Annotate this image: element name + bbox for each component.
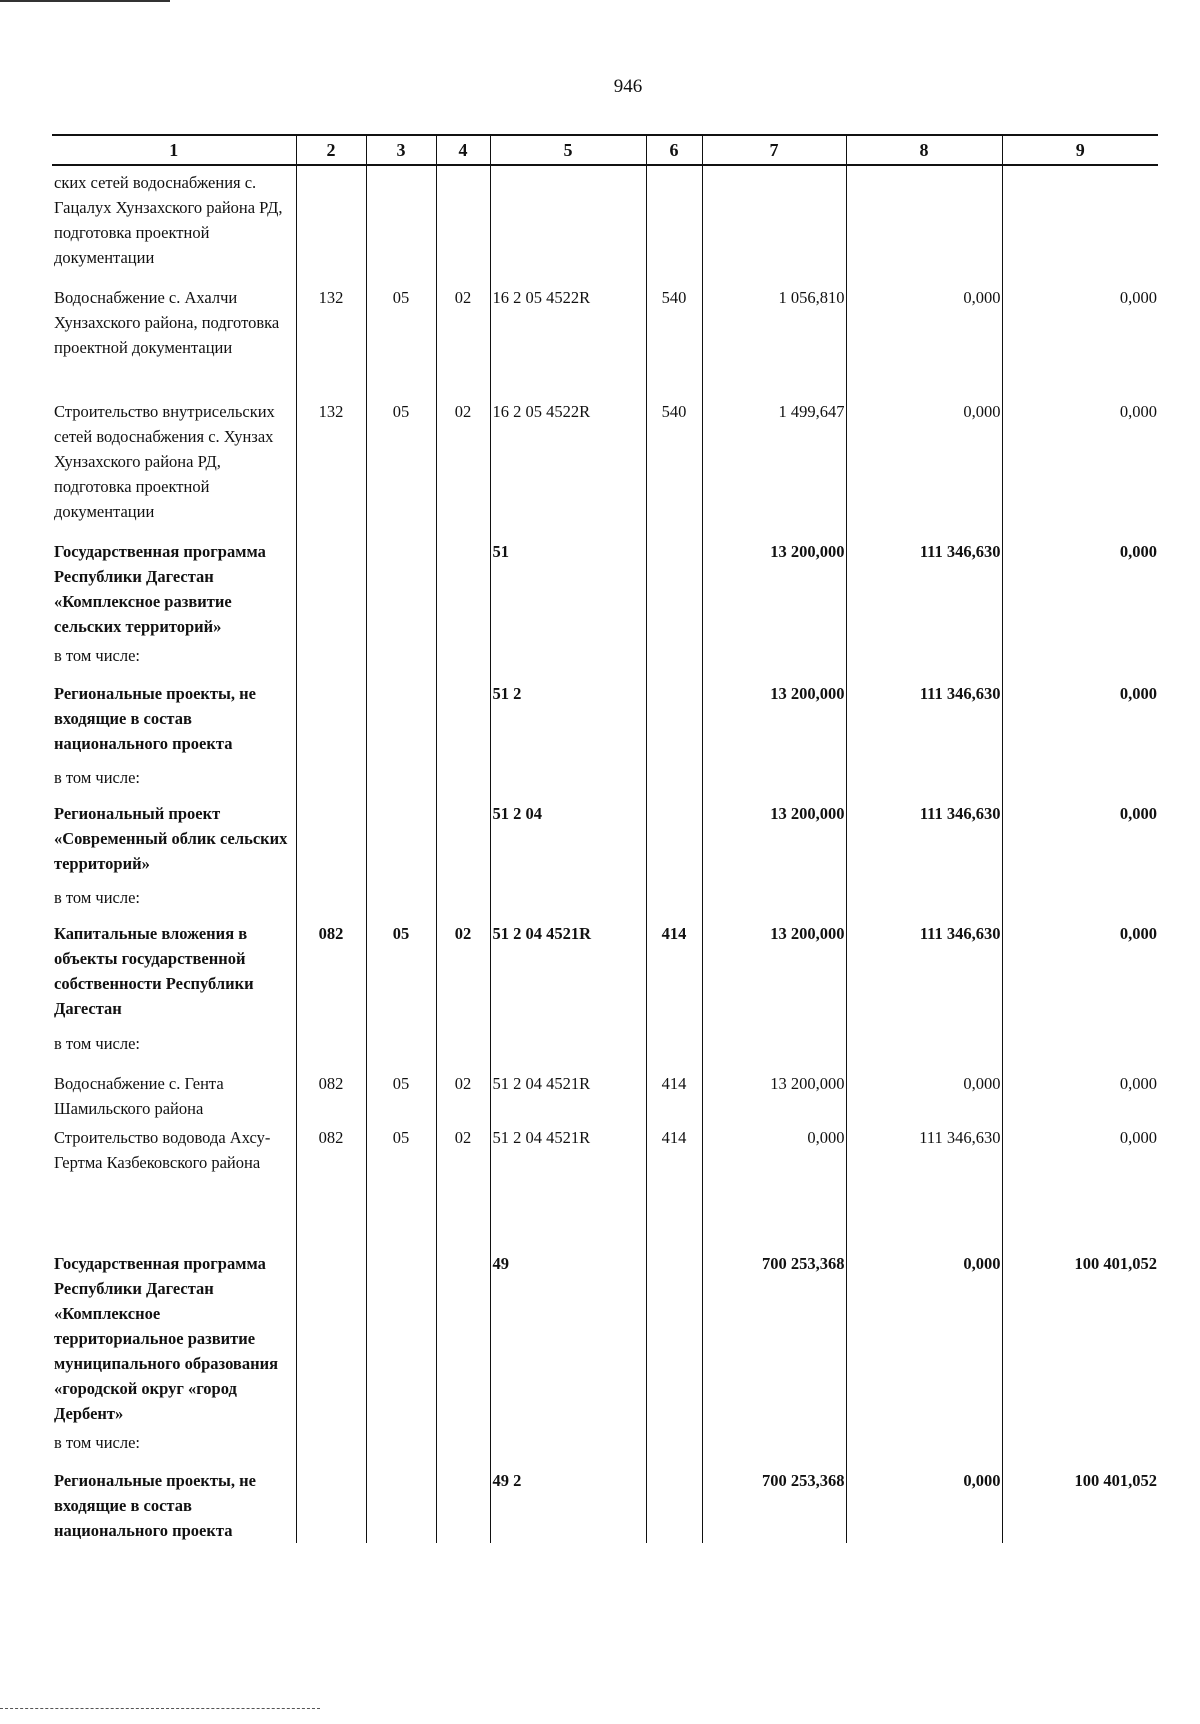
cell-amount-8: 111 346,630 (846, 915, 1002, 1027)
cell-ministry-code: 082 (296, 1123, 366, 1247)
scan-edge-bottom (0, 1708, 320, 1712)
row-label: Государственная программа Республики Дагестан «Комплексное развитие сельских территорий» (54, 542, 266, 636)
cell-amount-8: 111 346,630 (846, 1123, 1002, 1247)
cell-amount-7: 1 056,810 (702, 273, 846, 391)
table-row (52, 165, 1158, 273)
cell-amount-9 (1002, 761, 1158, 795)
cell-amount-9: 0,000 (1002, 795, 1158, 881)
cell-amount-9: 100 401,052 (1002, 1460, 1158, 1543)
cell-amount-9: 0,000 (1002, 531, 1158, 639)
table-row (52, 1061, 1158, 1123)
cell-amount-7: 13 200,000 (702, 795, 846, 881)
cell-target-article: 16 2 05 4522R (490, 273, 646, 391)
cell-ministry-code: 132 (296, 273, 366, 391)
cell-amount-7 (702, 881, 846, 915)
row-label: в том числе: (54, 646, 141, 665)
cell-amount-9: 0,000 (1002, 915, 1158, 1027)
cell-section-code (366, 639, 436, 673)
cell-amount-9: 0,000 (1002, 1123, 1158, 1247)
row-label: Региональные проекты, не входящие в состав национального проекта (54, 684, 256, 753)
cell-amount-9: 0,000 (1002, 391, 1158, 531)
cell-section-code: 05 (366, 1123, 436, 1247)
cell-amount-8 (846, 1426, 1002, 1460)
row-label: Региональные проекты, не входящие в состав национального проекта (54, 1471, 256, 1540)
cell-target-article: 49 (490, 1247, 646, 1426)
cell-amount-7: 13 200,000 (702, 1061, 846, 1123)
cell-target-article: 49 2 (490, 1460, 646, 1543)
cell-amount-7 (702, 761, 846, 795)
cell-amount-9: 100 401,052 (1002, 1247, 1158, 1426)
cell-amount-7 (702, 1426, 846, 1460)
table-row (52, 1123, 1158, 1247)
cell-expense-type (646, 639, 702, 673)
table-body (52, 165, 1158, 1543)
cell-subsection-code (436, 673, 490, 761)
table-header (52, 135, 1158, 165)
row-label: Государственная программа Республики Дагестан «Комплексное территориальное развитие муниципального образования «городской округ «город Дербент» (54, 1254, 279, 1423)
cell-subsection-code: 02 (436, 391, 490, 531)
cell-amount-7: 13 200,000 (702, 915, 846, 1027)
cell-target-article: 51 2 (490, 673, 646, 761)
cell-section-code (366, 673, 436, 761)
cell-expense-type: 414 (646, 1123, 702, 1247)
cell-expense-type (646, 673, 702, 761)
column-header-4: 4 (436, 135, 490, 165)
cell-ministry-code (296, 795, 366, 881)
cell-amount-8: 111 346,630 (846, 795, 1002, 881)
cell-subsection-code: 02 (436, 1123, 490, 1247)
row-label: в том числе: (54, 888, 141, 907)
cell-amount-8 (846, 1027, 1002, 1061)
cell-target-article (490, 881, 646, 915)
budget-table (52, 134, 1158, 1543)
cell-amount-9: 0,000 (1002, 673, 1158, 761)
subtotal-caption-row (52, 1426, 1158, 1460)
cell-expense-type (646, 1247, 702, 1426)
cell-expense-type (646, 1460, 702, 1543)
cell-expense-type (646, 165, 702, 273)
column-header-7: 7 (702, 135, 846, 165)
cell-subsection-code (436, 165, 490, 273)
cell-amount-8: 0,000 (846, 1247, 1002, 1426)
cell-target-article: 51 2 04 (490, 795, 646, 881)
cell-section-code (366, 1027, 436, 1061)
cell-amount-8 (846, 761, 1002, 795)
column-header-8: 8 (846, 135, 1002, 165)
cell-section-code (366, 761, 436, 795)
cell-ministry-code (296, 165, 366, 273)
cell-ministry-code (296, 1027, 366, 1061)
cell-ministry-code (296, 531, 366, 639)
table-row (52, 273, 1158, 391)
row-label: Региональный проект «Современный облик сельских территорий» (54, 804, 288, 873)
cell-amount-8: 0,000 (846, 1061, 1002, 1123)
cell-expense-type: 540 (646, 273, 702, 391)
cell-amount-7 (702, 1027, 846, 1061)
table-row (52, 1460, 1158, 1543)
table-row (52, 673, 1158, 761)
cell-subsection-code: 02 (436, 915, 490, 1027)
row-label: Капитальные вложения в объекты государственной собственности Республики Дагестан (54, 924, 254, 1018)
cell-section-code (366, 531, 436, 639)
cell-amount-7 (702, 165, 846, 273)
cell-amount-7: 700 253,368 (702, 1247, 846, 1426)
column-header-5: 5 (490, 135, 646, 165)
cell-amount-7: 700 253,368 (702, 1460, 846, 1543)
cell-section-code: 05 (366, 1061, 436, 1123)
cell-section-code (366, 795, 436, 881)
cell-amount-8 (846, 165, 1002, 273)
cell-target-article (490, 1027, 646, 1061)
row-label: Водоснабжение с. Гента Шамильского района (54, 1074, 224, 1118)
row-label: Строительство внутрисельских сетей водоснабжения с. Хунзах Хунзахского района РД, подготовка проектной документации (54, 402, 275, 521)
cell-expense-type (646, 1027, 702, 1061)
page-number: 946 (613, 76, 643, 97)
cell-expense-type (646, 1426, 702, 1460)
cell-ministry-code (296, 673, 366, 761)
subtotal-caption-row (52, 881, 1158, 915)
cell-subsection-code: 02 (436, 1061, 490, 1123)
row-label: в том числе: (54, 1034, 141, 1053)
cell-expense-type (646, 881, 702, 915)
subtotal-caption-row (52, 761, 1158, 795)
cell-subsection-code (436, 881, 490, 915)
cell-subsection-code (436, 795, 490, 881)
cell-subsection-code: 02 (436, 273, 490, 391)
cell-amount-7: 13 200,000 (702, 531, 846, 639)
cell-amount-9 (1002, 1027, 1158, 1061)
cell-expense-type: 414 (646, 915, 702, 1027)
cell-expense-type (646, 761, 702, 795)
cell-subsection-code (436, 531, 490, 639)
cell-ministry-code (296, 1247, 366, 1426)
cell-section-code: 05 (366, 391, 436, 531)
row-label: в том числе: (54, 1433, 141, 1452)
cell-subsection-code (436, 1460, 490, 1543)
cell-ministry-code (296, 639, 366, 673)
cell-expense-type: 414 (646, 1061, 702, 1123)
cell-expense-type (646, 795, 702, 881)
cell-ministry-code (296, 1426, 366, 1460)
cell-ministry-code: 082 (296, 915, 366, 1027)
row-label: ских сетей водоснабжения с. Гацалух Хунзахского района РД, подготовка проектной документации (54, 173, 283, 267)
cell-section-code (366, 165, 436, 273)
table-row (52, 531, 1158, 639)
subtotal-caption-row (52, 1027, 1158, 1061)
cell-amount-9: 0,000 (1002, 273, 1158, 391)
cell-amount-9 (1002, 639, 1158, 673)
cell-subsection-code (436, 761, 490, 795)
cell-amount-8: 0,000 (846, 391, 1002, 531)
cell-amount-9 (1002, 881, 1158, 915)
cell-subsection-code (436, 639, 490, 673)
cell-target-article (490, 1426, 646, 1460)
cell-amount-8: 111 346,630 (846, 673, 1002, 761)
table-row (52, 391, 1158, 531)
cell-section-code (366, 1460, 436, 1543)
cell-amount-8 (846, 639, 1002, 673)
cell-subsection-code (436, 1247, 490, 1426)
cell-amount-9 (1002, 1426, 1158, 1460)
subtotal-caption-row (52, 639, 1158, 673)
table-row (52, 915, 1158, 1027)
cell-amount-7: 13 200,000 (702, 673, 846, 761)
cell-section-code: 05 (366, 915, 436, 1027)
scan-edge-top (0, 0, 170, 2)
cell-ministry-code (296, 761, 366, 795)
cell-amount-8 (846, 881, 1002, 915)
cell-amount-7: 1 499,647 (702, 391, 846, 531)
row-label: в том числе: (54, 768, 141, 787)
cell-amount-8: 0,000 (846, 1460, 1002, 1543)
cell-amount-7: 0,000 (702, 1123, 846, 1247)
cell-section-code: 05 (366, 273, 436, 391)
column-header-3: 3 (366, 135, 436, 165)
cell-expense-type (646, 531, 702, 639)
cell-target-article (490, 761, 646, 795)
cell-section-code (366, 881, 436, 915)
cell-amount-8: 111 346,630 (846, 531, 1002, 639)
cell-target-article: 51 2 04 4521R (490, 1061, 646, 1123)
cell-section-code (366, 1426, 436, 1460)
row-label: Водоснабжение с. Ахалчи Хунзахского района, подготовка проектной документации (54, 288, 280, 357)
cell-target-article: 16 2 05 4522R (490, 391, 646, 531)
cell-target-article: 51 2 04 4521R (490, 1123, 646, 1247)
row-label: Строительство водовода Ахсу-Гертма Казбековского района (54, 1128, 271, 1172)
cell-ministry-code: 132 (296, 391, 366, 531)
cell-target-article (490, 165, 646, 273)
cell-subsection-code (436, 1027, 490, 1061)
cell-target-article: 51 2 04 4521R (490, 915, 646, 1027)
column-header-2: 2 (296, 135, 366, 165)
cell-section-code (366, 1247, 436, 1426)
column-header-9: 9 (1002, 135, 1158, 165)
cell-subsection-code (436, 1426, 490, 1460)
cell-amount-9 (1002, 165, 1158, 273)
column-header-1: 1 (52, 135, 296, 165)
cell-target-article (490, 639, 646, 673)
budget-table-container (52, 134, 1158, 1600)
table-row (52, 795, 1158, 881)
cell-amount-7 (702, 639, 846, 673)
cell-amount-9: 0,000 (1002, 1061, 1158, 1123)
cell-target-article: 51 (490, 531, 646, 639)
cell-ministry-code (296, 881, 366, 915)
column-header-6: 6 (646, 135, 702, 165)
cell-ministry-code (296, 1460, 366, 1543)
cell-ministry-code: 082 (296, 1061, 366, 1123)
cell-expense-type: 540 (646, 391, 702, 531)
table-row (52, 1247, 1158, 1426)
cell-amount-8: 0,000 (846, 273, 1002, 391)
